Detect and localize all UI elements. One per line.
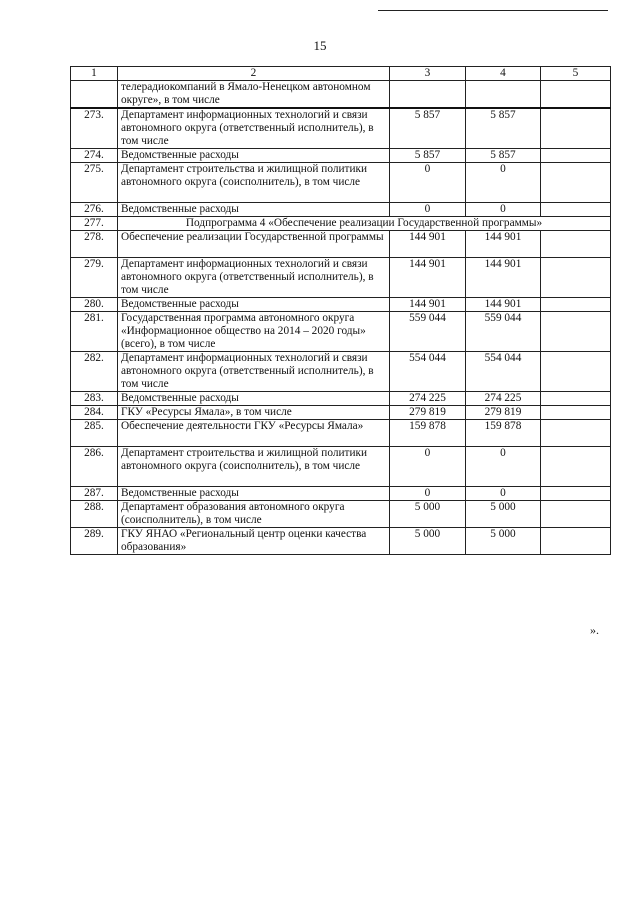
value-col-5 [541, 312, 611, 352]
row-number: 280. [71, 298, 118, 312]
row-number: 274. [71, 149, 118, 163]
row-number: 278. [71, 231, 118, 258]
row-number: 284. [71, 406, 118, 420]
row-number: 282. [71, 352, 118, 392]
value-col-4: 274 225 [466, 392, 541, 406]
header-col-3: 3 [390, 67, 466, 81]
table-body [71, 67, 611, 555]
table-row [71, 149, 611, 163]
row-name: ГКУ «Ресурсы Ямала», в том числе [118, 406, 390, 420]
value-col-5 [541, 298, 611, 312]
value-col-4: 5 000 [466, 528, 541, 555]
row-name: ГКУ ЯНАО «Региональный центр оценки качества образования» [118, 528, 390, 555]
row-number: 283. [71, 392, 118, 406]
table-header-row [71, 67, 611, 81]
value-col-5 [541, 203, 611, 217]
page-number: 15 [313, 38, 327, 53]
value-col-3: 559 044 [390, 312, 466, 352]
table-row [71, 217, 611, 231]
value-col-5 [541, 487, 611, 501]
row-name: Департамент информационных технологий и связи автономного округа (ответственный исполнитель), в том числе [118, 352, 390, 392]
subprogram-title: Подпрограмма 4 «Обеспечение реализации Государственной программы» [118, 217, 611, 231]
row-name: Ведомственные расходы [118, 392, 390, 406]
table-row [71, 298, 611, 312]
row-name: Департамент образования автономного округа (соисполнитель), в том числе [118, 501, 390, 528]
value-col-3: 0 [390, 487, 466, 501]
row-name: Департамент информационных технологий и связи автономного округа (ответственный исполнитель), в том числе [118, 108, 390, 149]
value-col-5 [541, 420, 611, 447]
value-col-4: 5 857 [466, 108, 541, 149]
closing-quote-mark: ». [590, 623, 599, 637]
value-col-4: 279 819 [466, 406, 541, 420]
row-number: 277. [71, 217, 118, 231]
value-col-5 [541, 352, 611, 392]
value-col-4: 559 044 [466, 312, 541, 352]
row-name: телерадиокомпаний в Ямало-Ненецком автономном округе», в том числе [118, 81, 390, 109]
top-rule [378, 10, 608, 11]
table-row [71, 392, 611, 406]
table-row [71, 406, 611, 420]
table-row [71, 258, 611, 298]
value-col-4: 144 901 [466, 231, 541, 258]
row-number: 281. [71, 312, 118, 352]
value-col-5 [541, 447, 611, 487]
table-row [71, 108, 611, 149]
row-name: Ведомственные расходы [118, 487, 390, 501]
row-name: Государственная программа автономного округа «Информационное общество на 2014 – 2020 годы» (всего), в том числе [118, 312, 390, 352]
row-number: 287. [71, 487, 118, 501]
value-col-4 [466, 81, 541, 109]
table-row [71, 312, 611, 352]
value-col-5 [541, 501, 611, 528]
value-col-4: 159 878 [466, 420, 541, 447]
value-col-3: 5 000 [390, 528, 466, 555]
value-col-3: 279 819 [390, 406, 466, 420]
header-col-4: 4 [466, 67, 541, 81]
table-row [71, 163, 611, 203]
value-col-3 [390, 81, 466, 109]
table-row [71, 352, 611, 392]
row-name: Департамент строительства и жилищной политики автономного округа (соисполнитель), в том числе [118, 447, 390, 487]
value-col-5 [541, 392, 611, 406]
value-col-4: 144 901 [466, 298, 541, 312]
budget-table [70, 66, 611, 555]
table-row [71, 487, 611, 501]
value-col-3: 5 000 [390, 501, 466, 528]
row-name: Ведомственные расходы [118, 203, 390, 217]
value-col-3: 144 901 [390, 231, 466, 258]
table-row [71, 447, 611, 487]
value-col-4: 5 000 [466, 501, 541, 528]
header-col-2: 2 [118, 67, 390, 81]
value-col-4: 0 [466, 447, 541, 487]
row-name: Ведомственные расходы [118, 149, 390, 163]
value-col-5 [541, 81, 611, 109]
value-col-5 [541, 149, 611, 163]
value-col-4: 0 [466, 163, 541, 203]
row-name: Департамент информационных технологий и связи автономного округа (ответственный исполнитель), в том числе [118, 258, 390, 298]
value-col-4: 5 857 [466, 149, 541, 163]
value-col-5 [541, 406, 611, 420]
table-row [71, 81, 611, 109]
value-col-3: 0 [390, 447, 466, 487]
row-number: 275. [71, 163, 118, 203]
value-col-3: 274 225 [390, 392, 466, 406]
row-number: 279. [71, 258, 118, 298]
value-col-3: 5 857 [390, 149, 466, 163]
row-number: 273. [71, 108, 118, 149]
row-name: Ведомственные расходы [118, 298, 390, 312]
row-number: 286. [71, 447, 118, 487]
row-name: Обеспечение деятельности ГКУ «Ресурсы Ямала» [118, 420, 390, 447]
row-number: 285. [71, 420, 118, 447]
row-number [71, 81, 118, 109]
value-col-5 [541, 163, 611, 203]
value-col-5 [541, 258, 611, 298]
value-col-4: 0 [466, 487, 541, 501]
header-col-5: 5 [541, 67, 611, 81]
header-col-1: 1 [71, 67, 118, 81]
row-number: 289. [71, 528, 118, 555]
table-row [71, 231, 611, 258]
row-name: Департамент строительства и жилищной политики автономного округа (соисполнитель), в том числе [118, 163, 390, 203]
row-number: 276. [71, 203, 118, 217]
value-col-4: 0 [466, 203, 541, 217]
row-number: 288. [71, 501, 118, 528]
value-col-5 [541, 231, 611, 258]
value-col-5 [541, 108, 611, 149]
table-row [71, 420, 611, 447]
table-row [71, 501, 611, 528]
value-col-3: 144 901 [390, 298, 466, 312]
value-col-4: 144 901 [466, 258, 541, 298]
table-row [71, 528, 611, 555]
value-col-3: 554 044 [390, 352, 466, 392]
value-col-3: 144 901 [390, 258, 466, 298]
row-name: Обеспечение реализации Государственной программы [118, 231, 390, 258]
table-row [71, 203, 611, 217]
value-col-3: 159 878 [390, 420, 466, 447]
value-col-4: 554 044 [466, 352, 541, 392]
value-col-3: 0 [390, 203, 466, 217]
value-col-5 [541, 528, 611, 555]
value-col-3: 5 857 [390, 108, 466, 149]
value-col-3: 0 [390, 163, 466, 203]
